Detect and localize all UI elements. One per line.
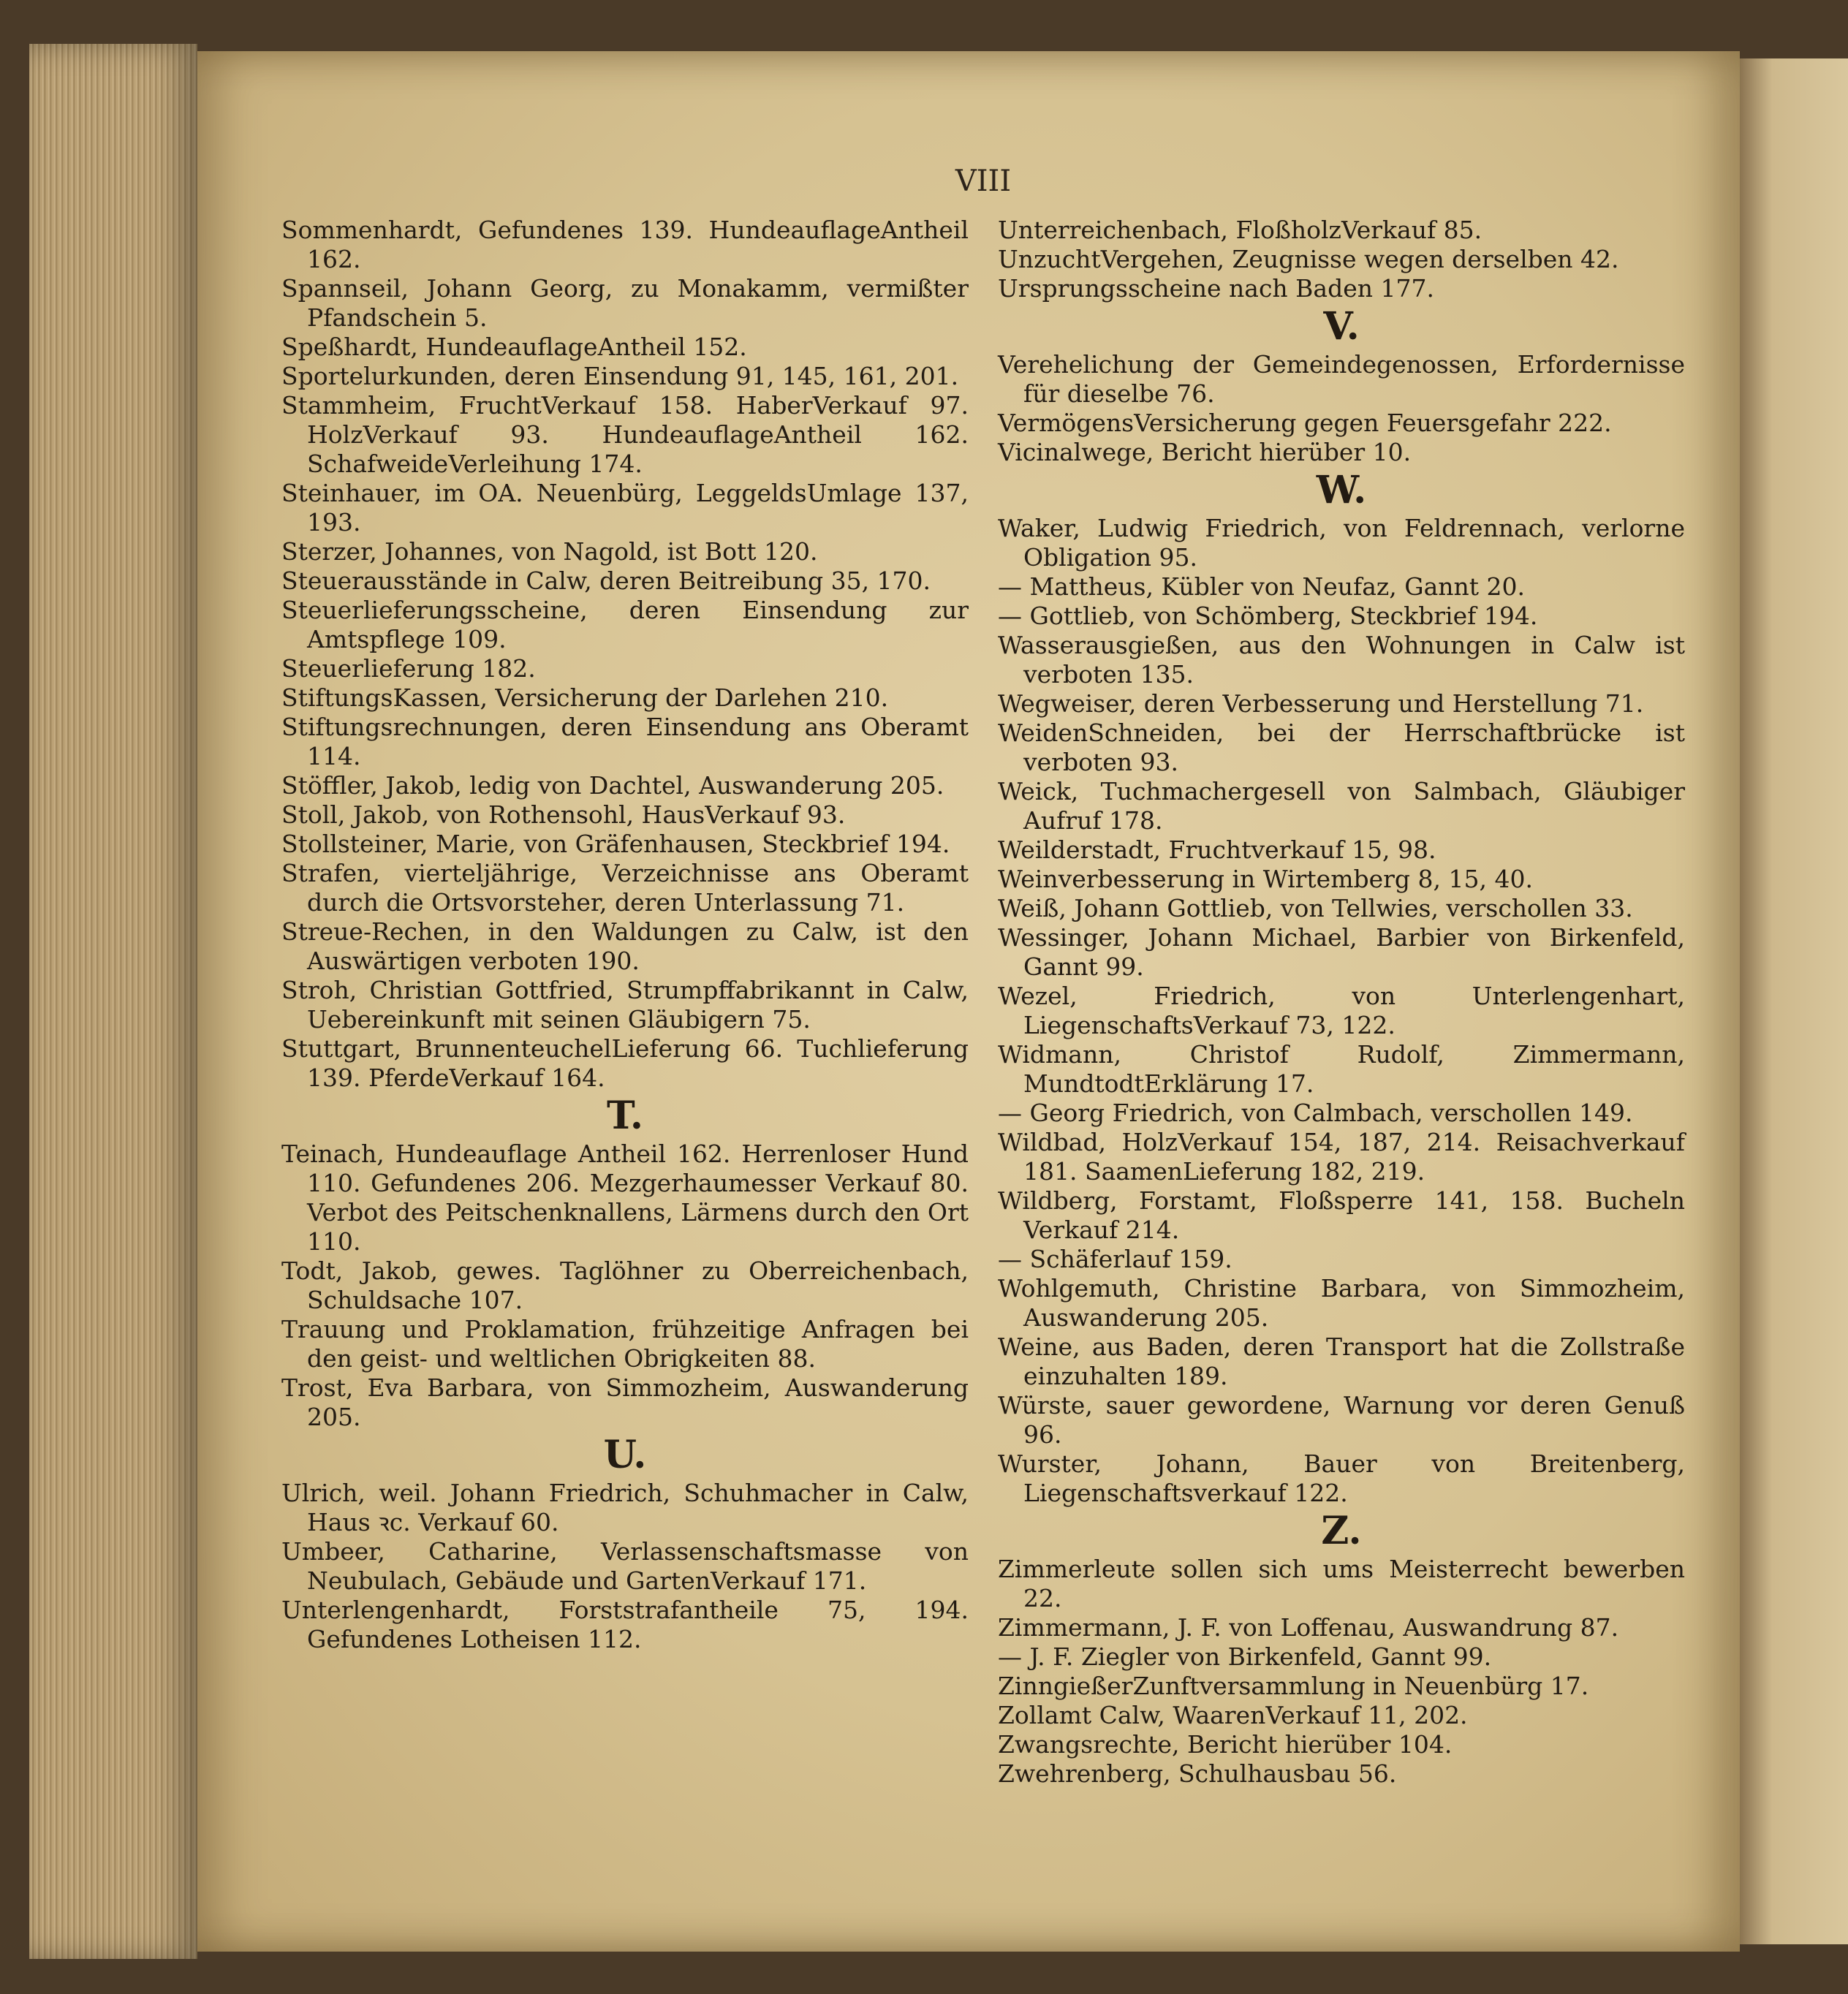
index-entry: Streue-Rechen, in den Waldungen zu Calw, ist den Auswärtigen verboten 190. [281,917,969,975]
index-entry: Wasserausgießen, aus den Wohnungen in Calw ist verboten 135. [998,631,1685,689]
index-entry: Steuerausstände in Calw, deren Beitreibung 35, 170. [281,566,931,595]
index-entry: Zollamt Calw, WaarenVerkauf 11, 202. [998,1701,1468,1729]
index-entry: Unterreichenbach, FloßholzVerkauf 85. [998,216,1482,244]
book-page-edges [29,44,197,1959]
index-entry: Speßhardt, HundeauflageAntheil 152. [281,333,747,361]
index-entry: Sommenhardt, Gefundenes 139. HundeauflageAntheil 162. [281,216,969,273]
index-entry: Weick, Tuchmachergesell von Salmbach, Gläubiger Aufruf 178. [998,777,1685,835]
section-letter: U. [603,1433,647,1477]
index-entry: Wildbad, HolzVerkauf 154, 187, 214. Reisachverkauf 181. SaamenLieferung 182, 219. [998,1128,1685,1186]
index-entry: Teinach, Hundeauflage Antheil 162. Herrenloser Hund 110. Gefundenes 206. Mezgerhaumesser Verkauf 80. Verbot des Peitschenknallens, Lärmens durch den Ort 110. [281,1140,969,1256]
index-entry: Wildberg, Forstamt, Floßsperre 141, 158. Bucheln Verkauf 214. [998,1186,1685,1244]
index-entry: Unterlengenhardt, Forststrafantheile 75, 194. Gefundenes Lotheisen 112. [281,1596,969,1653]
index-entry: Vicinalwege, Bericht hierüber 10. [998,438,1412,466]
index-entry: Todt, Jakob, gewes. Taglöhner zu Oberreichenbach, Schuldsache 107. [281,1256,969,1314]
index-entry: Stoll, Jakob, von Rothensohl, HausVerkauf 93. [281,800,846,829]
index-entry: Steuerlieferungsscheine, deren Einsendung zur Amtspflege 109. [281,596,969,653]
index-entry: Stuttgart, BrunnenteuchelLieferung 66. Tuchlieferung 139. PferdeVerkauf 164. [281,1034,969,1092]
index-entry: Stollsteiner, Marie, von Gräfenhausen, Steckbrief 194. [281,830,950,858]
index-entry: Wohlgemuth, Christine Barbara, von Simmozheim, Auswanderung 205. [998,1274,1685,1332]
index-entry: Wessinger, Johann Michael, Barbier von Birkenfeld, Gannt 99. [998,923,1685,981]
facing-page-edge [1740,58,1848,1944]
index-entry: UnzuchtVergehen, Zeugnisse wegen derselben 42. [998,245,1619,273]
index-entry: Ursprungsscheine nach Baden 177. [998,274,1434,303]
index-entry: ZinngießerZunftversammlung in Neuenbürg 17. [998,1672,1589,1700]
index-column-right [998,216,1685,1789]
index-entry: Weilderstadt, Fruchtverkauf 15, 98. [998,835,1436,864]
index-entry: — Schäferlauf 159. [998,1245,1232,1273]
index-entry: Stöffler, Jakob, ledig von Dachtel, Auswanderung 205. [281,771,944,800]
index-entry: Steuerlieferung 182. [281,654,536,683]
index-column-left [281,216,969,1654]
section-letter: Z. [1321,1509,1362,1553]
index-entry: VermögensVersicherung gegen Feuersgefahr 222. [998,409,1612,437]
index-entry: Zimmermann, J. F. von Loffenau, Auswandrung 87. [998,1613,1619,1642]
index-entry: Widmann, Christof Rudolf, Zimmermann, MundtodtErklärung 17. [998,1040,1685,1098]
index-entry: Verehelichung der Gemeindegenossen, Erfordernisse für dieselbe 76. [998,350,1685,408]
index-entry: Wurster, Johann, Bauer von Breitenberg, Liegenschaftsverkauf 122. [998,1449,1685,1507]
index-entry: Weine, aus Baden, deren Transport hat die Zollstraße einzuhalten 189. [998,1333,1685,1390]
index-entry: Trost, Eva Barbara, von Simmozheim, Auswanderung 205. [281,1373,969,1431]
index-entry: Waker, Ludwig Friedrich, von Feldrennach, verlorne Obligation 95. [998,514,1685,572]
index-entry: Sportelurkunden, deren Einsendung 91, 145, 161, 201. [281,362,959,390]
index-entry: Strafen, vierteljährige, Verzeichnisse ans Oberamt durch die Ortsvorsteher, deren Unterlassung 71. [281,859,969,917]
index-entry: Wegweiser, deren Verbesserung und Herstellung 71. [998,689,1644,718]
index-entry: WeidenSchneiden, bei der Herrschaftbrücke ist verboten 93. [998,719,1685,776]
index-entry: Würste, sauer gewordene, Warnung vor deren Genuß 96. [998,1391,1685,1449]
index-entry: Zwangsrechte, Bericht hierüber 104. [998,1730,1453,1759]
section-letter: T. [606,1093,644,1138]
index-entry: — Gottlieb, von Schömberg, Steckbrief 194. [998,602,1538,630]
index-entry: Zimmerleute sollen sich ums Meisterrecht bewerben 22. [998,1555,1685,1612]
index-entry: Weinverbesserung in Wirtemberg 8, 15, 40. [998,865,1533,893]
index-entry: Ulrich, weil. Johann Friedrich, Schuhmacher in Calw, Haus ꝛc. Verkauf 60. [281,1479,969,1536]
index-entry: Wezel, Friedrich, von Unterlengenhart, LiegenschaftsVerkauf 73, 122. [998,982,1685,1039]
index-entry: StiftungsKassen, Versicherung der Darlehen 210. [281,683,889,712]
index-entry: — J. F. Ziegler von Birkenfeld, Gannt 99. [998,1642,1492,1671]
index-entry: Spannseil, Johann Georg, zu Monakamm, vermißter Pfandschein 5. [281,274,969,332]
index-entry: Stiftungsrechnungen, deren Einsendung ans Oberamt 114. [281,713,969,770]
index-entry: Trauung und Proklamation, frühzeitige Anfragen bei den geist- und weltlichen Obrigkeiten 88. [281,1315,969,1373]
index-entry: Zwehrenberg, Schulhausbau 56. [998,1759,1397,1788]
index-entry: Stroh, Christian Gottfried, Strumpffabrikannt in Calw, Uebereinkunft mit seinen Gläubigern 75. [281,976,969,1034]
section-letter: V. [1323,304,1360,349]
index-entry: — Georg Friedrich, von Calmbach, verschollen 149. [998,1099,1633,1127]
index-entry: Umbeer, Catharine, Verlassenschaftsmasse von Neubulach, Gebäude und GartenVerkauf 171. [281,1537,969,1595]
index-entry: Sterzer, Johannes, von Nagold, ist Bott 120. [281,537,818,566]
section-letter: W. [1316,468,1367,512]
index-entry: Weiß, Johann Gottlieb, von Tellwies, verschollen 33. [998,894,1633,922]
index-entry: Steinhauer, im OA. Neuenbürg, LeggeldsUmlage 137, 193. [281,479,969,537]
index-entry: — Mattheus, Kübler von Neufaz, Gannt 20. [998,572,1526,601]
index-entry: Stammheim, FruchtVerkauf 158. HaberVerkauf 97. HolzVerkauf 93. HundeauflageAntheil 162. SchafweideVerleihung 174. [281,391,969,478]
page-number: VIII [955,164,1012,198]
